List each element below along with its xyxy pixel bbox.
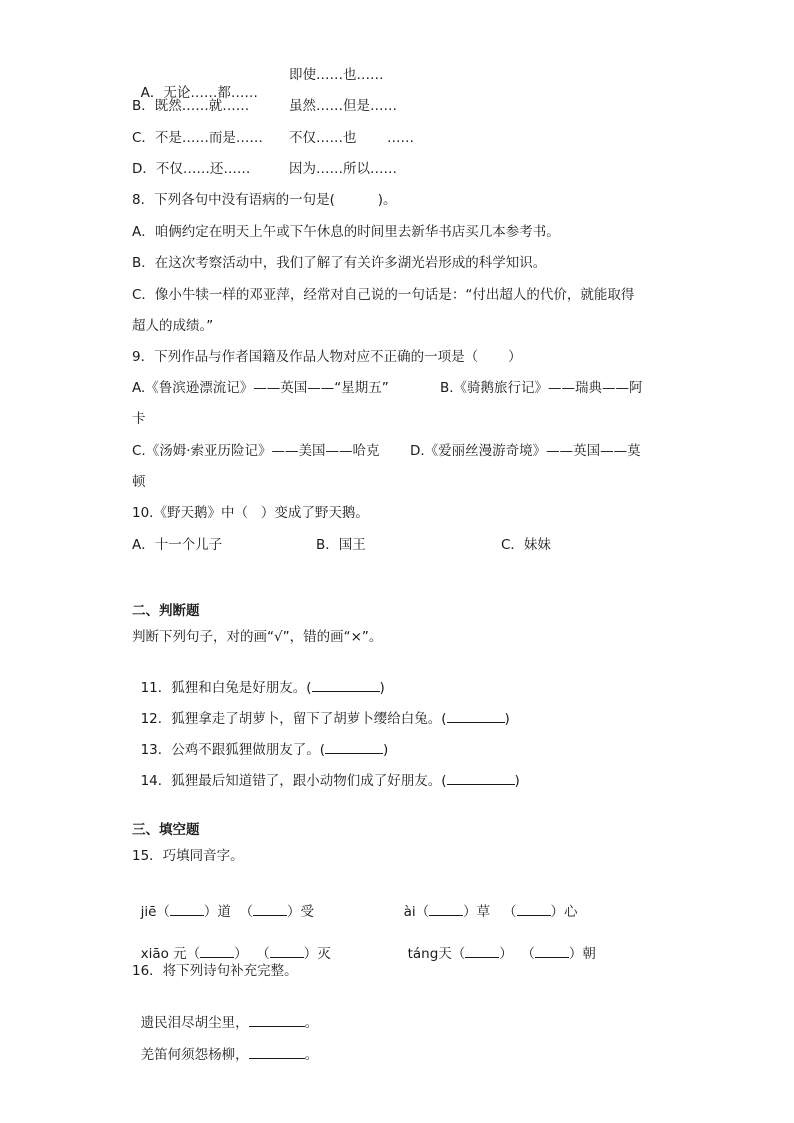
q12-close: ): [504, 711, 510, 727]
q7-option-c-extra: ……: [387, 130, 414, 146]
period: 。: [304, 1015, 319, 1031]
q15-row1-right: ài（ ）草 （ ）心: [403, 904, 578, 920]
q11-answer-blank[interactable]: [312, 678, 380, 692]
q13-text: 13．公鸡不跟狐狸做朋友了。(: [140, 742, 326, 758]
word: 朝: [582, 946, 596, 962]
pinyin-xiao: xiāo: [140, 946, 169, 962]
q9-option-b-cont: 卡: [132, 411, 146, 427]
q10-option-a: A．十一个儿子: [132, 537, 223, 553]
q8-option-c: C．像小牛犊一样的邓亚萍，经常对自己说的一句话是：“付出超人的代价，就能取得: [132, 287, 635, 303]
q15-row2-left: xiāo 元（ ） （ ）灭: [140, 946, 331, 962]
q7-option-b-right: 虽然……但是……: [289, 98, 397, 114]
q7-option-c-right: 不仅……也: [289, 130, 357, 146]
word: 心: [564, 904, 578, 920]
q7-option-d-right: 因为……所以……: [289, 161, 397, 177]
blank[interactable]: [270, 944, 304, 958]
q13-answer-blank[interactable]: [325, 740, 383, 754]
option-label: A．无论……都……: [140, 85, 258, 101]
q7-option-d: D．不仅……还……: [132, 161, 251, 177]
word: 元: [173, 946, 187, 962]
poem-line: 遗民泪尽胡尘里，: [140, 1015, 249, 1031]
q14-text: 14．狐狸最后知道错了，跟小动物们成了好朋友。(: [140, 773, 447, 789]
q9-option-d-cont: 顿: [132, 474, 146, 490]
blank[interactable]: [429, 902, 463, 916]
poem-line: 羌笛何须怨杨柳，: [140, 1047, 249, 1063]
q12-answer-blank[interactable]: [447, 709, 505, 723]
blank[interactable]: [170, 902, 204, 916]
q15-row1-left: jiē（ ）道 （ ）受: [140, 904, 314, 920]
q8-option-b: B．在这次考察活动中，我们了解了有关许多湖光岩形成的科学知识。: [132, 255, 547, 271]
pinyin-jie: jiē: [140, 904, 157, 920]
pinyin-ai: ài: [403, 904, 416, 920]
section-2-title: 二、判断题: [132, 603, 200, 619]
word: 道: [217, 904, 231, 920]
q11-text: 11．狐狸和白兔是好朋友。(: [140, 680, 312, 696]
q7-option-a-right: 即使……也……: [289, 67, 384, 83]
section-3-title: 三、填空题: [132, 822, 200, 838]
section-2-instruction: 判断下列句子，对的画“√”，错的画“×”。: [132, 629, 383, 645]
q7-option-c: C．不是……而是……: [132, 130, 263, 146]
poem-blank[interactable]: [249, 1045, 305, 1059]
period: 。: [304, 1047, 319, 1063]
q14-item: [132, 753, 520, 790]
blank[interactable]: [517, 902, 551, 916]
q10-stem: 10.《野天鹅》中（ ）变成了野天鹅。: [132, 505, 369, 521]
q8-option-c-cont: 超人的成绩。”: [132, 318, 214, 334]
q16-line2: [132, 1027, 318, 1064]
q8-stem: 8．下列各句中没有语病的一句是( )。: [132, 192, 397, 208]
q12-text: 12．狐狸拿走了胡萝卜，留下了胡萝卜缨给白兔。(: [140, 711, 447, 727]
pinyin-tang: táng: [407, 946, 439, 962]
q9-option-d: D.《爱丽丝漫游奇境》——英国——莫: [410, 443, 641, 459]
blank[interactable]: [465, 944, 499, 958]
q15-stem: 15．巧填同音字。: [132, 848, 244, 864]
q11-close: ): [379, 680, 385, 696]
q13-close: ): [383, 742, 389, 758]
word: 草: [476, 904, 491, 920]
poem-blank[interactable]: [249, 1013, 305, 1027]
q9-option-b: B.《骑鹅旅行记》——瑞典——阿: [440, 380, 643, 396]
q8-option-a: A．咱俩约定在明天上午或下午休息的时间里去新华书店买几本参考书。: [132, 224, 560, 240]
blank[interactable]: [253, 902, 287, 916]
q10-option-c: C．妹妹: [501, 537, 551, 553]
q9-option-c: C.《汤姆·索亚历险记》——美国——哈克: [132, 443, 380, 459]
q14-answer-blank[interactable]: [447, 771, 515, 785]
word: 灭: [317, 946, 331, 962]
word: 受: [300, 904, 314, 920]
blank[interactable]: [200, 944, 234, 958]
q15-row2-right: táng天（ ） （ ）朝: [407, 946, 596, 962]
q16-stem: 16．将下列诗句补充完整。: [132, 963, 298, 979]
q7-option-b: B．既然……就……: [132, 98, 250, 114]
q14-close: ): [514, 773, 520, 789]
q10-option-b: B．国王: [316, 537, 366, 553]
blank[interactable]: [535, 944, 569, 958]
q9-stem: 9．下列作品与作者国籍及作品人物对应不正确的一项是（ ）: [132, 349, 522, 365]
q9-option-a: A.《鲁滨逊漂流记》——英国——“星期五”: [132, 380, 389, 396]
word: 天: [438, 946, 452, 962]
